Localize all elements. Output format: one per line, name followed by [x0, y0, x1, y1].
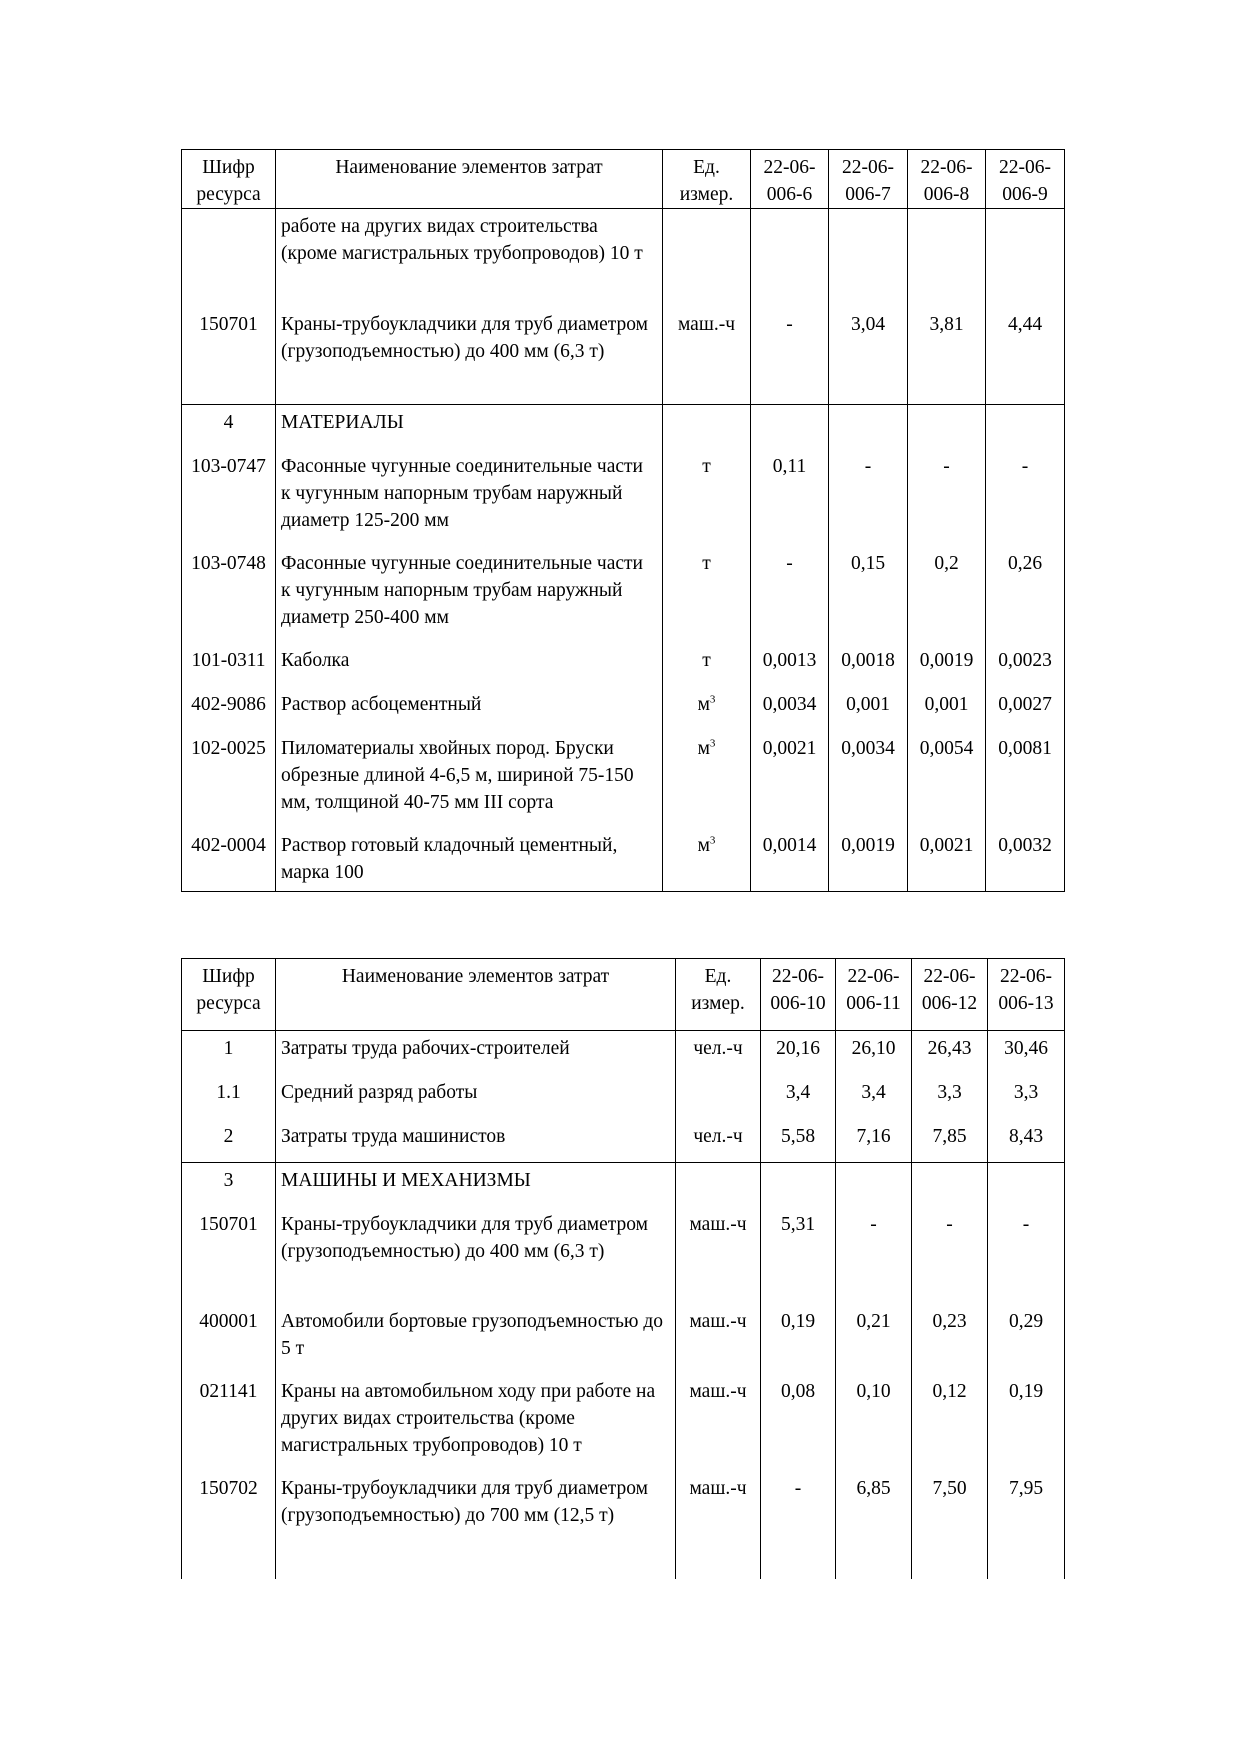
- unit-exponent: 3: [709, 834, 716, 846]
- norm-value: 4,44: [986, 307, 1065, 405]
- norm-value: 5,58: [761, 1119, 836, 1163]
- table-row: [182, 731, 1065, 828]
- norm-value: 3,3: [912, 1075, 988, 1119]
- norm-value: [908, 405, 986, 449]
- section-number: 4: [182, 405, 276, 449]
- norm-value: 0,0034: [751, 687, 829, 731]
- header-unit: Ед. измер.: [676, 959, 761, 1031]
- resource-code: 150701: [182, 1207, 276, 1304]
- norm-value: 0,0034: [829, 731, 908, 828]
- header-norm-code: 22-06-006-6: [751, 150, 829, 209]
- norm-value: 3,4: [761, 1075, 836, 1119]
- table-row: [182, 1374, 1065, 1471]
- resource-code: 150701: [182, 307, 276, 405]
- norm-value: 0,0018: [829, 643, 908, 687]
- unit-exponent: 3: [709, 737, 716, 749]
- unit: [663, 405, 751, 449]
- norm-value: 0,15: [829, 546, 908, 643]
- section-title: МАТЕРИАЛЫ: [276, 405, 663, 449]
- norm-value: [908, 209, 986, 307]
- resource-code: [182, 209, 276, 307]
- norm-value: 26,10: [836, 1031, 912, 1075]
- resource-table-2: [181, 958, 1065, 1579]
- table-header-row: [182, 150, 1065, 209]
- norm-value: 0,0019: [829, 828, 908, 892]
- header-resource-code: Шифр ресурса: [182, 150, 276, 209]
- resource-code: 103-0748: [182, 546, 276, 643]
- norm-value: -: [751, 546, 829, 643]
- norm-value: [988, 1163, 1065, 1207]
- table-row: [182, 1075, 1065, 1119]
- header-norm-code: 22-06-006-11: [836, 959, 912, 1031]
- norm-value: 0,12: [912, 1374, 988, 1471]
- norm-value: 0,2: [908, 546, 986, 643]
- norm-value: 20,16: [761, 1031, 836, 1075]
- norm-value: 0,29: [988, 1304, 1065, 1374]
- unit-exponent: 3: [709, 693, 716, 705]
- norm-value: 0,11: [751, 449, 829, 546]
- norm-value: 0,08: [761, 1374, 836, 1471]
- norm-value: 7,95: [988, 1471, 1065, 1579]
- norm-value: [761, 1163, 836, 1207]
- norm-value: 8,43: [988, 1119, 1065, 1163]
- norm-value: 7,85: [912, 1119, 988, 1163]
- table-row: [182, 643, 1065, 687]
- norm-value: [912, 1163, 988, 1207]
- norm-value: 0,19: [761, 1304, 836, 1374]
- norm-value: 0,21: [836, 1304, 912, 1374]
- cost-element-name: Раствор готовый кладочный цементный, марка 100: [276, 828, 663, 892]
- table-row: [182, 1471, 1065, 1579]
- unit: [676, 1075, 761, 1119]
- unit-text: м: [697, 737, 710, 759]
- norm-value: 3,81: [908, 307, 986, 405]
- unit: маш.-ч: [676, 1374, 761, 1471]
- table-row: [182, 449, 1065, 546]
- unit: чел.-ч: [676, 1119, 761, 1163]
- resource-table-1: [181, 149, 1065, 892]
- norm-value: 0,0013: [751, 643, 829, 687]
- unit-text: м: [697, 834, 710, 856]
- norm-value: 0,0021: [751, 731, 829, 828]
- norm-value: 0,0014: [751, 828, 829, 892]
- header-cost-element-name: Наименование элементов затрат: [276, 959, 676, 1031]
- cost-element-name: Пиломатериалы хвойных пород. Бруски обрезные длиной 4-6,5 м, шириной 75-150 мм, толщиной 40-75 мм III сорта: [276, 731, 663, 828]
- header-norm-code: 22-06-006-10: [761, 959, 836, 1031]
- norm-value: 6,85: [836, 1471, 912, 1579]
- header-cost-element-name: Наименование элементов затрат: [276, 150, 663, 209]
- cost-element-name: Фасонные чугунные соединительные части к чугунным напорным трубам наружный диаметр 125-200 мм: [276, 449, 663, 546]
- cost-element-name: Фасонные чугунные соединительные части к чугунным напорным трубам наружный диаметр 250-400 мм: [276, 546, 663, 643]
- resource-code: 103-0747: [182, 449, 276, 546]
- norm-value: [986, 209, 1065, 307]
- norm-value: 0,001: [829, 687, 908, 731]
- unit: т: [663, 546, 751, 643]
- norm-value: -: [986, 449, 1065, 546]
- norm-value: 0,0021: [908, 828, 986, 892]
- norm-value: [751, 209, 829, 307]
- table-header-row: [182, 959, 1065, 1031]
- cost-element-name: Раствор асбоцементный: [276, 687, 663, 731]
- norm-value: [986, 405, 1065, 449]
- norm-value: -: [988, 1207, 1065, 1304]
- norm-value: 0,0027: [986, 687, 1065, 731]
- resource-code: 101-0311: [182, 643, 276, 687]
- norm-value: 7,50: [912, 1471, 988, 1579]
- unit: [663, 828, 751, 892]
- table-row: [182, 546, 1065, 643]
- table-row: [182, 828, 1065, 892]
- norm-value: 0,0054: [908, 731, 986, 828]
- norm-value: 0,10: [836, 1374, 912, 1471]
- norm-value: 0,0023: [986, 643, 1065, 687]
- unit: чел.-ч: [676, 1031, 761, 1075]
- table-row: [182, 1031, 1065, 1075]
- section-row: [182, 405, 1065, 449]
- resource-code: 1.1: [182, 1075, 276, 1119]
- norm-value: 0,26: [986, 546, 1065, 643]
- norm-value: 0,0032: [986, 828, 1065, 892]
- table-row: [182, 209, 1065, 307]
- table-row: [182, 1207, 1065, 1304]
- header-norm-code: 22-06-006-9: [986, 150, 1065, 209]
- unit: т: [663, 449, 751, 546]
- cost-element-name: Каболка: [276, 643, 663, 687]
- resource-code: 402-9086: [182, 687, 276, 731]
- resource-code: 2: [182, 1119, 276, 1163]
- norm-value: -: [829, 449, 908, 546]
- norm-value: 0,001: [908, 687, 986, 731]
- cost-element-name: Затраты труда машинистов: [276, 1119, 676, 1163]
- norm-value: 0,19: [988, 1374, 1065, 1471]
- cost-element-name: Автомобили бортовые грузоподъемностью до 5 т: [276, 1304, 676, 1374]
- unit: [663, 687, 751, 731]
- norm-value: 7,16: [836, 1119, 912, 1163]
- norm-value: 3,3: [988, 1075, 1065, 1119]
- unit: маш.-ч: [676, 1207, 761, 1304]
- norm-value: [829, 209, 908, 307]
- norm-value: 5,31: [761, 1207, 836, 1304]
- norm-value: 0,23: [912, 1304, 988, 1374]
- header-norm-code: 22-06-006-13: [988, 959, 1065, 1031]
- resource-code: 402-0004: [182, 828, 276, 892]
- cost-element-name: Краны-трубоукладчики для труб диаметром (грузоподъемностью) до 400 мм (6,3 т): [276, 1207, 676, 1304]
- norm-value: -: [836, 1207, 912, 1304]
- header-unit: Ед. измер.: [663, 150, 751, 209]
- resource-code: 150702: [182, 1471, 276, 1579]
- norm-value: 30,46: [988, 1031, 1065, 1075]
- resource-code: 102-0025: [182, 731, 276, 828]
- norm-value: 3,4: [836, 1075, 912, 1119]
- resource-code: 1: [182, 1031, 276, 1075]
- norm-value: 3,04: [829, 307, 908, 405]
- unit: [663, 731, 751, 828]
- header-norm-code: 22-06-006-7: [829, 150, 908, 209]
- cost-element-name: Краны-трубоукладчики для труб диаметром (грузоподъемностью) до 400 мм (6,3 т): [276, 307, 663, 405]
- resource-code: 400001: [182, 1304, 276, 1374]
- section-number: 3: [182, 1163, 276, 1207]
- norm-value: 0,0081: [986, 731, 1065, 828]
- unit: маш.-ч: [676, 1471, 761, 1579]
- table-row: [182, 687, 1065, 731]
- cost-element-name: Краны-трубоукладчики для труб диаметром (грузоподъемностью) до 700 мм (12,5 т): [276, 1471, 676, 1579]
- norm-value: [751, 405, 829, 449]
- table-row: [182, 1304, 1065, 1374]
- norm-value: [829, 405, 908, 449]
- header-norm-code: 22-06-006-12: [912, 959, 988, 1031]
- section-row: [182, 1163, 1065, 1207]
- unit: [676, 1163, 761, 1207]
- resource-code: 021141: [182, 1374, 276, 1471]
- cost-element-name: Краны на автомобильном ходу при работе на других видах строительства (кроме магистральных трубопроводов) 10 т: [276, 1374, 676, 1471]
- norm-value: -: [761, 1471, 836, 1579]
- header-resource-code: Шифр ресурса: [182, 959, 276, 1031]
- unit: маш.-ч: [663, 307, 751, 405]
- unit: [663, 209, 751, 307]
- norm-value: [836, 1163, 912, 1207]
- table-row: [182, 1119, 1065, 1163]
- norm-value: -: [912, 1207, 988, 1304]
- table-row: [182, 307, 1065, 405]
- unit: т: [663, 643, 751, 687]
- norm-value: 26,43: [912, 1031, 988, 1075]
- norm-value: -: [751, 307, 829, 405]
- cost-element-name: Затраты труда рабочих-строителей: [276, 1031, 676, 1075]
- norm-value: 0,0019: [908, 643, 986, 687]
- header-norm-code: 22-06-006-8: [908, 150, 986, 209]
- unit-text: м: [697, 693, 710, 715]
- cost-element-name: Средний разряд работы: [276, 1075, 676, 1119]
- norm-value: -: [908, 449, 986, 546]
- cost-element-name: работе на других видах строительства (кроме магистральных трубопроводов) 10 т: [276, 209, 663, 307]
- section-title: МАШИНЫ И МЕХАНИЗМЫ: [276, 1163, 676, 1207]
- unit: маш.-ч: [676, 1304, 761, 1374]
